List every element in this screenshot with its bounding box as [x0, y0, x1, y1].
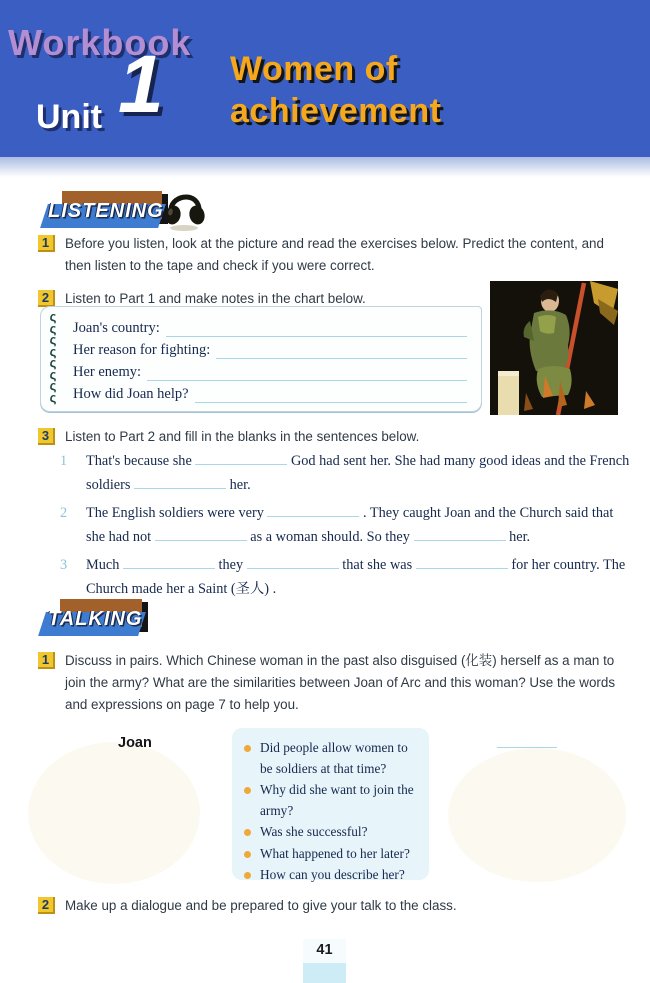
note-row	[73, 359, 467, 381]
page-title-line1: Women of	[230, 50, 398, 88]
exercise-number: 2	[38, 897, 55, 914]
sentence-part: they	[218, 557, 244, 573]
page-title-line2: achievement	[230, 92, 442, 130]
listening-exercise-3	[38, 426, 618, 448]
question-text: How can you describe her?	[260, 867, 405, 882]
notes-chart	[40, 306, 482, 412]
workbook-title: Workbook	[8, 22, 192, 63]
exercise-text: Listen to Part 2 and fill in the blanks in the sentences below.	[65, 429, 420, 444]
fill-in-sentences	[60, 450, 632, 606]
write-in-line[interactable]	[216, 341, 467, 359]
note-label: Her enemy:	[73, 364, 142, 380]
page-number-bar	[303, 963, 346, 983]
talking-exercise-1	[38, 650, 628, 716]
bullet-icon	[244, 745, 251, 752]
fill-blank[interactable]	[123, 555, 215, 569]
fill-blank[interactable]	[414, 527, 506, 541]
header-gradient	[0, 157, 650, 177]
note-label: Her reason for fighting:	[73, 342, 211, 358]
sentence-part: as a woman should. So they	[250, 528, 410, 545]
sentence-part: . They caught Joan and the Church said that she had not	[86, 505, 614, 545]
fill-blank[interactable]	[195, 451, 287, 465]
question-text: What happened to her later?	[260, 845, 410, 861]
exercise-number: 3	[38, 428, 55, 445]
sentence-item	[60, 554, 632, 601]
sentence-part: that she was	[342, 557, 413, 573]
unit-number: 1	[118, 39, 164, 130]
question-item	[240, 844, 421, 865]
page-number-badge	[303, 939, 346, 983]
exercise-number: 2	[38, 290, 55, 307]
thought-bubble	[448, 748, 626, 882]
bullet-icon	[244, 872, 251, 879]
sentence-part: God had sent her. She had many good ideas and the French soldiers	[86, 453, 630, 493]
fill-blank[interactable]	[416, 555, 508, 569]
write-in-line[interactable]	[195, 385, 467, 403]
sentence-item	[60, 502, 632, 549]
sentence-part: That's because she	[86, 453, 192, 469]
bullet-icon	[244, 829, 251, 836]
question-text: Was she successful?	[260, 824, 368, 839]
exercise-text: Before you listen, look at the picture and read the exercises below. Predict the content, and then listen to the tape and check if you were correct.	[65, 236, 604, 273]
question-item	[240, 780, 421, 821]
sentence-part: her.	[509, 528, 531, 545]
talking-exercise-2	[38, 895, 618, 917]
note-row	[73, 315, 467, 337]
headphones-icon	[160, 184, 208, 239]
question-text: Why did she want to join the army?	[260, 782, 414, 818]
section-listening	[40, 190, 180, 234]
fill-blank[interactable]	[247, 555, 339, 569]
thought-bubble	[28, 742, 200, 884]
exercise-text: Discuss in pairs. Which Chinese woman in the past also disguised (化装) herself as a man to join the army? What are the similarities between Joan of Arc and this woman? Use the words and expressions on page 7 to help you.	[65, 653, 616, 712]
item-number: 3	[60, 557, 68, 573]
page-number: 41	[316, 942, 333, 958]
joan-label: Joan	[118, 735, 152, 751]
question-text: Did people allow women to be soldiers at that time?	[260, 740, 408, 776]
fill-blank[interactable]	[155, 527, 247, 541]
sentence-part: for her country. The Church made her a Saint (圣人) .	[86, 557, 626, 597]
exercise-number: 1	[38, 652, 55, 669]
header-band	[0, 0, 650, 157]
note-label: Joan's country:	[73, 320, 160, 336]
write-in-line[interactable]	[147, 363, 467, 381]
note-row	[73, 381, 467, 403]
exercise-text: Listen to Part 1 and make notes in the chart below.	[65, 291, 366, 306]
joan-of-arc-photo	[490, 281, 618, 415]
exercise-number: 1	[38, 235, 55, 252]
page-title	[230, 48, 442, 132]
note-label: How did Joan help?	[73, 386, 189, 402]
talking-heading: TALKING	[48, 608, 143, 630]
fill-blank[interactable]	[267, 503, 359, 517]
question-item	[240, 822, 421, 843]
fill-blank[interactable]	[134, 475, 226, 489]
sentence-item	[60, 450, 632, 497]
answer-line[interactable]	[497, 736, 557, 748]
sentence-part: her.	[229, 476, 251, 493]
item-number: 1	[60, 453, 68, 469]
question-item	[240, 865, 421, 886]
unit-label: Unit	[36, 98, 103, 136]
sentence-part: The English soldiers were very	[86, 505, 264, 521]
listening-heading: LISTENING	[48, 200, 164, 222]
spiral-binding-icon: ς ς ς ς ς ς ς ς	[49, 311, 57, 405]
write-in-line[interactable]	[166, 319, 467, 337]
listening-exercise-1	[38, 233, 628, 277]
question-item	[240, 738, 421, 779]
question-box	[232, 728, 429, 880]
exercise-text: Make up a dialogue and be prepared to give your talk to the class.	[65, 898, 457, 913]
section-talking	[40, 598, 160, 642]
note-row	[73, 337, 467, 359]
item-number: 2	[60, 505, 68, 521]
bullet-icon	[244, 787, 251, 794]
bullet-icon	[244, 851, 251, 858]
sentence-part: Much	[86, 557, 120, 573]
